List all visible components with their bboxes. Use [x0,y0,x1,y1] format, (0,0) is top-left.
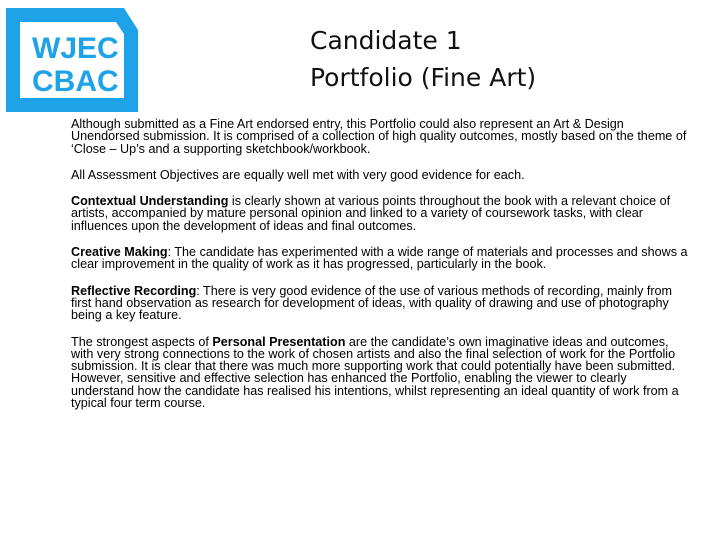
paragraph-text-before: The strongest aspects of [71,334,213,349]
paragraph-text: are the candidate’s own imaginative ideas and outcomes, with very strong connections to the work of chosen artists and also the final selection of work for the Portfolio submission. It is clear that there was much more supporting work that could potentially have been submitted. However, sensitive and effective selection has enhanced the Portfolio, enabling the viewer to clearly understand how the candidate has realised his intentions, whilst representing an ideal quantity of work from a typical four term course. [71,334,679,411]
paragraph-objectives [71,169,693,181]
logo-graphic [6,8,138,112]
paragraph-lead: Personal Presentation [212,334,346,349]
paragraph-personal-presentation [71,336,693,410]
paragraph-reflective-recording [71,285,693,322]
paragraph-lead: Reflective Recording [71,283,197,298]
logo-line-2: CBAC [32,65,119,98]
paragraph-lead: Contextual Understanding [71,194,229,209]
paragraph-text: is clearly shown at various points throughout the book with a relevant choice of artists, accompanied by mature personal opinion and linked to a variety of coursework tasks, with clear influences upon the development of ideas and final outcomes. [71,194,671,233]
paragraph-text: : There is very good evidence of the use of various methods of recording, mainly from first hand observation as research for development of ideas, with quality of drawing and use of photography being a key feature. [71,283,673,323]
page-title [310,22,536,96]
paragraph-text: Although submitted as a Fine Art endorsed entry, this Portfolio could also represent an Art & Design Unendorsed submission. It is comprised of a collection of high quality outcomes, mostly based on the theme of ‘Close – Up’s and a supporting sketchbook/workbook. [71,117,687,156]
report-body [71,118,693,423]
paragraph-contextual-understanding [71,195,693,232]
paragraph-text: : The candidate has experimented with a wide range of materials and processes and shows a clear improvement in the quality of work as it has progressed, particularly in the book. [71,245,688,272]
paragraph-text: All Assessment Objectives are equally well met with very good evidence for each. [71,167,525,182]
paragraph-lead: Creative Making [71,245,168,260]
logo-line-1: WJEC [32,32,119,65]
paragraph-creative-making [71,246,693,271]
paragraph-intro [71,118,693,155]
title-line-2: Portfolio (Fine Art) [310,63,537,92]
wjec-cbac-logo [6,8,138,112]
title-line-1: Candidate 1 [310,26,462,55]
